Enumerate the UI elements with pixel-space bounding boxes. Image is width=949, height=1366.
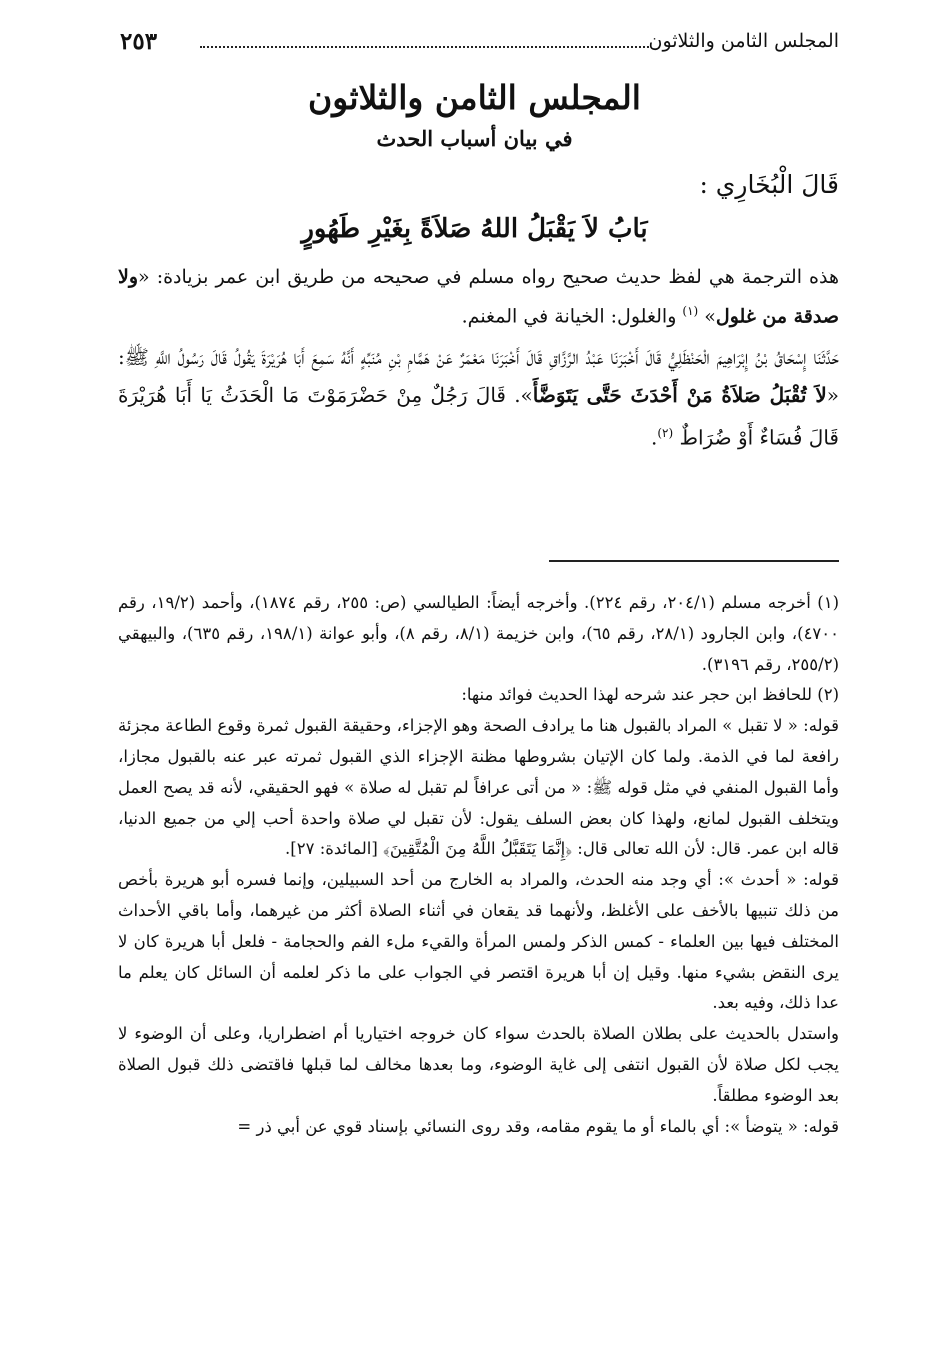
intro-quote-bold: ولا صدقة من غلول <box>118 266 839 328</box>
footnote-separator <box>549 560 839 562</box>
hadith-isnad: حَدَّثَنَا إِسْحَاقُ بْنُ إِبْرَاهِيمَ الْحَنْظَلِيُّ قَالَ أَخْبَرَنَا عَبْدُ الرَّزَّاقِ قَالَ أَخْبَرَنَا مَعْمَرٌ عَنْ هَمَّامِ بْنِ مُنَبِّهٍ أَنَّهُ سَمِعَ أَبَا هُرَيْرَةَ يَقُولُ قَالَ رَسُولُ اللَّهِ ﷺ: « <box>118 345 839 407</box>
chapter-title: المجلس الثامن والثلاثون <box>308 78 641 117</box>
footnote-2-para: واستدل بالحديث على بطلان الصلاة بالحدث سواء كان خروجه اختياريا أم اضطراريا، وعلى أن الوضوء لا يجب لكل صلاة لأن القبول انتفى إلى غاية الوضوء، وما بعدها مخالف لما قبلها فاقتضى ذلك قبول الصلاة بعد الوضوء مطلقاً. <box>118 1024 839 1105</box>
intro-rest: والغلول: الخيانة في المغنم. <box>461 305 683 328</box>
intro-quote-close: » <box>704 305 716 328</box>
footnote-ref-2: (٢) <box>657 426 674 440</box>
footnotes <box>118 588 839 1142</box>
footnote-2: (٢) للحافظ ابن حجر عند شرحه لهذا الحديث فوائد منها: <box>461 685 839 705</box>
footnote-ref-1: (١) <box>682 304 699 318</box>
footnote-2-para: قوله: « لا تقبل » المراد بالقبول هنا ما يرادف الصحة وهو الإجزاء، وحقيقة القبول ثمرة وقوع الطاعة مجزئة رافعة لما في الذمة. ولما كان الإتيان بشروطها مظنة الإجزاء الذي القبول ثمرته عبر عنه بالقبول مجازا، وأما القبول المنفي في مثل قوله ﷺ: « من أتى عرافاً لم تقبل له صلاة » فهو الحقيقي، لأنه قد يصح العمل ويتخلف القبول لمانع، ولهذا كان بعض السلف يقول: لأن تقبل لي صلاة واحدة أحب إلي من جميع الدنيا، قاله ابن عمر. قال: لأن الله تعالى قال: ﴿إِنَّمَا يَتَقَبَّلُ اللَّهُ مِنَ الْمُتَّقِينَ﴾ [المائدة: ٢٧]. <box>118 716 839 859</box>
footnote-2-para: قوله: « أحدث »: أي وجد منه الحدث، والمراد به الخارج من أحد السبيلين، وإنما فسره أبو هريرة بأخص من ذلك تنبيها بالأخف على الأغلظ، ولأنهما قد يقعان في أثناء الصلاة أكثر من غيرهما، وأما باقي الأحداث المختلف فيها بين العلماء - كمس الذكر ولمس المرأة والقيء ملء الفم والحجامة - فلعل أبا هريرة كان لا يرى النقض بشيء منها. وقيل إن أبا هريرة اقتصر في الجواب على ما ذكر لعلمه أن السائل كان يعلم ما عدا ذلك، وفيه بعد. <box>118 870 839 1013</box>
hadith-text <box>118 338 839 457</box>
bab-heading: بَابُ لاَ يَقْبَلُ اللهُ صَلاَةً بِغَيْرِ طَهُورٍ <box>301 214 648 244</box>
chapter-subtitle: في بيان أسباب الحدث <box>376 126 573 151</box>
speaker-line: قَالَ الْبُخَارِي : <box>699 170 839 199</box>
footnote-2-para: قوله: « يتوضأ »: أي بالماء أو ما يقوم مقامه، وقد روى النسائي بإسناد قوي عن أبي ذر = <box>237 1116 839 1136</box>
footnote-1: (١) أخرجه مسلم (٢٠٤/١، رقم ٢٢٤). وأخرجه أيضاً: الطيالسي (ص: ٢٥٥، رقم ١٨٧٤)، وأحمد (١٩/٢، رقم ٤٧٠٠)، وابن الجارود (٢٨/١، رقم ٦٥)، وابن خزيمة (٨/١، رقم ٨)، وأبو عوانة (١٩٨/١، رقم ٦٣٥)، والبيهقي (٢٥٥/٢، رقم ٣١٩٦). <box>118 593 840 674</box>
hadith-end: . <box>651 425 658 450</box>
running-title: المجلس الثامن والثلاثون <box>648 30 839 52</box>
header-dotted-leader <box>200 46 649 48</box>
intro-line-1: هذه الترجمة هي لفظ حديث صحيح رواه مسلم في صحيحه من طريق ابن عمر <box>215 266 840 288</box>
hadith-continuation: ». قَالَ رَجُلٌ مِنْ حَضْرَمَوْتَ مَا الْحَدَثُ يَا أَبَا هُرَيْرَةَ قَالَ فُسَاءٌ أَوْ ضُرَاطٌ <box>118 383 839 450</box>
hadith-matn-bold: لاَ تُقْبَلُ صَلاَةُ مَنْ أَحْدَثَ حَتَّى يَتَوَضَّأَ <box>532 383 827 407</box>
running-header <box>120 30 839 60</box>
intro-paragraph <box>118 260 839 333</box>
intro-quote-open: بزيادة: « <box>138 266 209 288</box>
page-number: ٢٥٣ <box>120 28 158 55</box>
